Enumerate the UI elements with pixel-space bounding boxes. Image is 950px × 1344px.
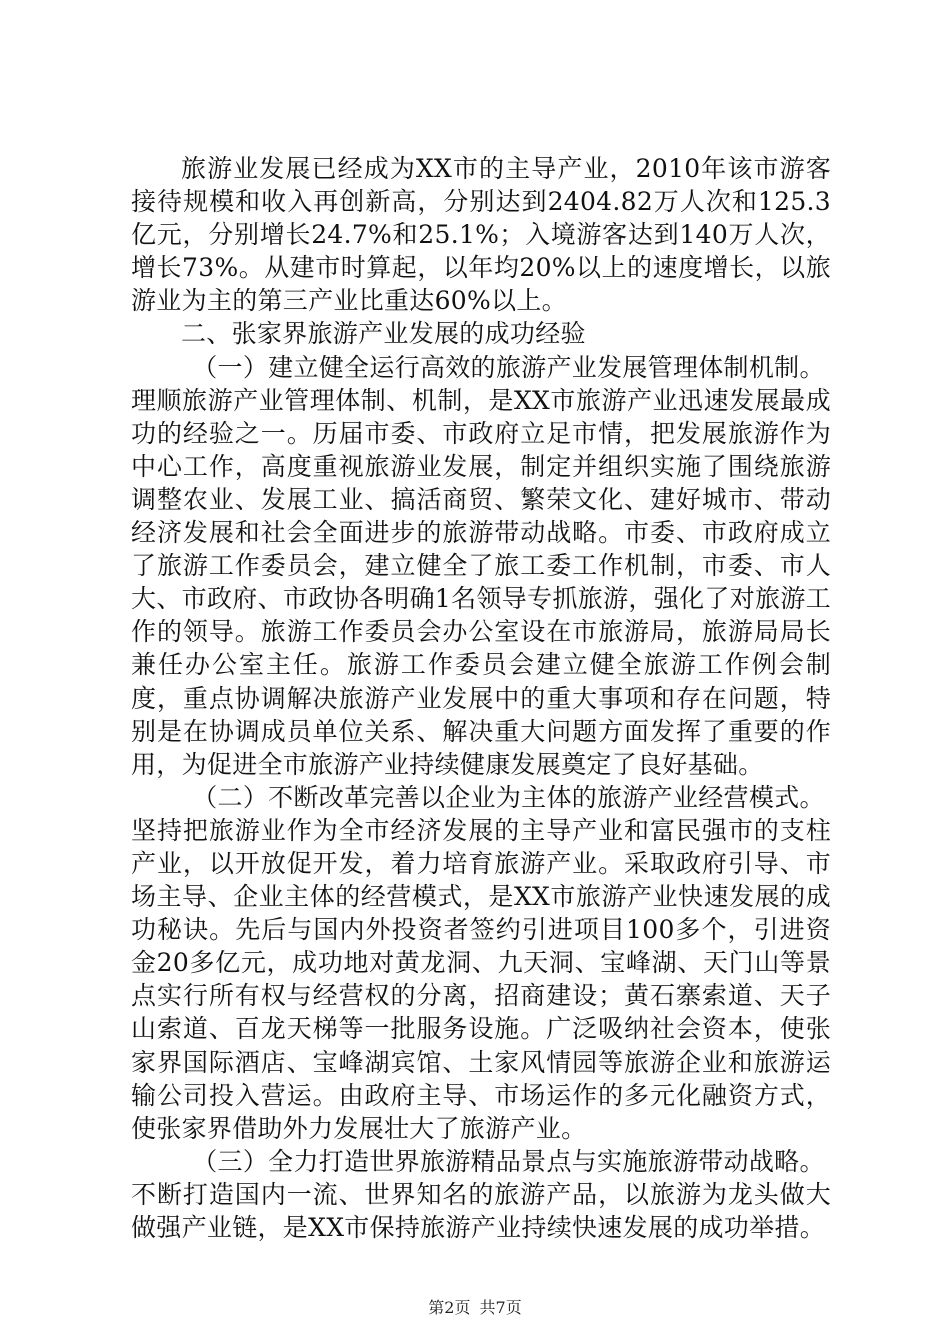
subsection-heading-2: （二）不断改革完善以企业为主体的旅游产业经营模式。 (192, 782, 825, 812)
page-number: 第2页 (428, 1298, 471, 1317)
subsection-heading-1: （一）建立健全运行高效的旅游产业发展管理体制机制。 (192, 352, 825, 382)
paragraph-management-system: 理顺旅游产业管理体制、机制，是XX市旅游产业迅速发展最成功的经验之一。历届市委、市政府立足市情，把发展旅游作为中心工作，高度重视旅游业发展，制定并组织实施了围绕旅游调整农业、发展工业、搞活商贸、繁荣文化、建好城市、带动经济发展和社会全面进步的旅游带动战略。市委、市政府成立了旅游工作委员会，建立健全了旅工委工作机制，市委、市人大、市政府、市政协各明确1名领导专抓旅游，强化了对旅游工作的领导。旅游工作委员会办公室设在市旅游局，旅游局局长兼任办公室主任。旅游工作委员会建立健全旅游工作例会制度，重点协调解决旅游产业发展中的重大事项和存在问题，特别是在协调成员单位关系、解决重大问题方面发挥了重要的作用，为促进全市旅游产业持续健康发展奠定了良好基础。 (131, 385, 831, 779)
page-total: 共7页 (479, 1298, 522, 1317)
paragraph-business-model: 坚持把旅游业作为全市经济发展的主导产业和富民强市的支柱产业，以开放促开发，着力培育旅游产业。采取政府引导、市场主导、企业主体的经营模式，是XX市旅游产业快速发展的成功秘诀。先后与国内外投资者签约引进项目100多个，引进资金20多亿元，成功地对黄龙洞、九天洞、宝峰湖、天门山等景点实行所有权与经营权的分离，招商建设；黄石寨索道、天子山索道、百龙天梯等一批服务设施。广泛吸纳社会资本，使张家界国际酒店、宝峰湖宾馆、土家风情园等旅游企业和旅游运输公司投入营运。由政府主导、市场运作的多元化融资方式，使张家界借助外力发展壮大了旅游产业。 (131, 815, 831, 1143)
section-heading-success-experience: 二、张家界旅游产业发展的成功经验 (181, 319, 586, 349)
paragraph-tourism-stats: 旅游业发展已经成为XX市的主导产业，2010年该市游客接待规模和收入再创新高，分别达到2404.82万人次和125.3亿元，分别增长24.7%和25.1%；入境游客达到140万人次，增长73%。从建市时算起，以年均20%以上的速度增长，以旅游业为主的第三产业比重达60%以上。 (131, 154, 831, 316)
document-body (131, 152, 831, 1244)
paragraph-tourism-products: 不断打造国内一流、世界知名的旅游产品，以旅游为龙头做大做强产业链，是XX市保持旅游产业持续快速发展的成功举措。 (131, 1179, 831, 1242)
subsection-heading-3: （三）全力打造世界旅游精品景点与实施旅游带动战略。 (192, 1146, 825, 1176)
page-footer (0, 1298, 950, 1318)
